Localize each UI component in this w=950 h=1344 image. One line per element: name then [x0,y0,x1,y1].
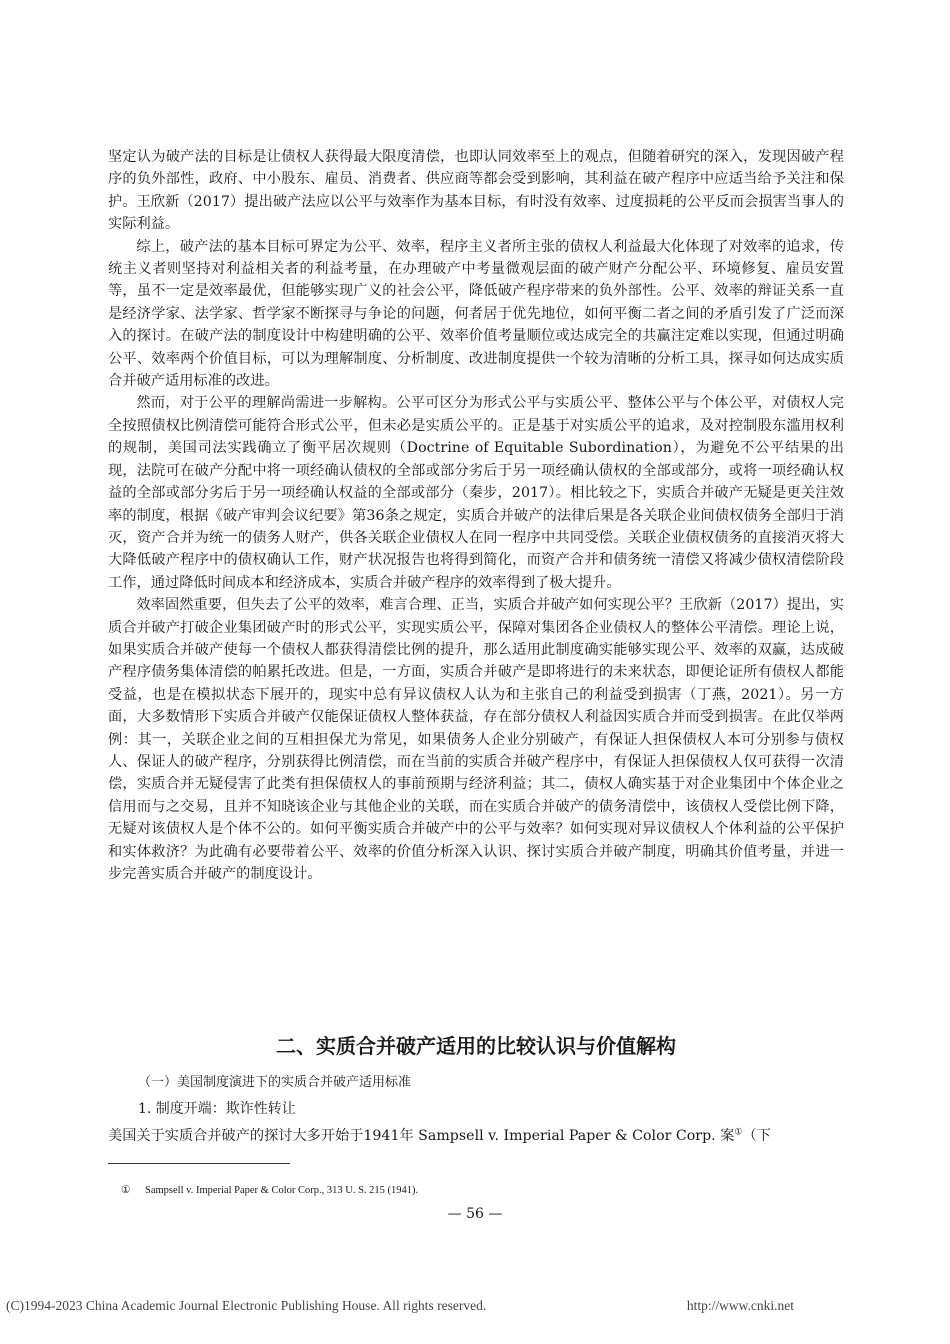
section-heading: 二、实质合并破产适用的比较认识与价值解构 [276,1034,676,1058]
footnote-divider [108,1163,290,1164]
footnote-mark: ① [121,1185,131,1196]
paragraph [108,1125,844,1147]
subsubsection-heading: 1. 制度开端：欺诈性转让 [138,1101,296,1117]
paragraph: 然而，对于公平的理解尚需进一步解构。公平可区分为形式公平与实质公平、整体公平与个体公平，对债权人完全按照债权比例清偿可能符合形式公平，但未必是实质公平的。正是基于对实质公平的追求，及对控制股东滥用权利的规制，美国司法实践确立了衡平居次规则（Doctrine of Equitable Subordination），为避免不公平结果的出现，法院可在破产分配中将一项经确认债权的全部或部分劣后于另一项经确认债权的全部或部分，或将一项经确认权益的全部或部分劣后于另一项经确认权益的全部或部分（秦步，2017）。相比较之下，实质合并破产无疑是更关注效率的制度，根据《破产审判会议纪要》第36条之规定，实质合并破产的法律后果是各关联企业间债权债务全部归于消灭，资产合并为统一的债务人财产，供各关联企业债权人在同一程序中共同受偿。关联企业债权债务的直接消灭将大大降低破产程序中的债权确认工作，财产状况报告也将得到简化，而资产合并和债务统一清偿又将减少债权清偿阶段工作，通过降低时间成本和经济成本，实质合并破产程序的效率得到了极大提升。 [108,395,844,591]
footnote-text: Sampsell v. Imperial Paper & Color Corp., 313 U. S. 215 (1941). [145,1185,419,1196]
paragraph: 综上，破产法的基本目标可界定为公平、效率，程序主义者所主张的债权人利益最大化体现了对效率的追求，传统主义者则坚持对利益相关者的利益考量，在办理破产中考量微观层面的破产财产分配公平、环境修复、雇员安置等，虽不一定是效率最优，但能够实现广义的社会公平，降低破产程序带来的负外部性。公平、效率的辩证关系一直是经济学家、法学家、哲学家不断探寻与争论的问题，何者居于优先地位，如何平衡二者之间的矛盾引发了广泛而深入的探讨。在破产法的制度设计中构建明确的公平、效率价值考量顺位或达成完全的共赢注定难以实现，但通过明确公平、效率两个价值目标，可以为理解制度、分析制度、改进制度提供一个较为清晰的分析工具，探寻如何达成实质合并破产适用标准的改进。 [108,238,844,390]
paragraph: 效率固然重要，但失去了公平的效率，难言合理、正当，实质合并破产如何实现公平？王欣新（2017）提出，实质合并破产打破企业集团破产时的形式公平，实现实质公平，保障对集团各企业债权人的整体公平清偿。理论上说，如果实质合并破产使每一个债权人都获得清偿比例的提升，那么适用此制度确实能够实现公平、效率的双赢，达成破产程序债务集体清偿的帕累托改进。但是，一方面，实质合并破产是即将进行的未来状态，即便论证所有债权人都能受益，也是在模拟状态下展开的，现实中总有异议债权人认为和主张自己的利益受到损害（丁燕，2021）。另一方面，大多数情形下实质合并破产仅能保证债权人整体获益，存在部分债权人利益因实质合并而受到损害。在此仅举两例：其一，关联企业之间的互相担保尤为常见，如果债务人企业分别破产，有保证人担保债权人本可分别参与债权人、保证人的破产程序，分别获得比例清偿，而在当前的实质合并破产程序中，有保证人担保债权人仅可获得一次清偿，实质合并无疑侵害了此类有担保债权人的事前预期与经济利益；其二，债权人确实基于对企业集团中个体企业之信用而与之交易，且并不知晓该企业与其他企业的关联，而在实质合并破产的债务清偿中，该债权人受偿比例下降，无疑对该债权人是个体不公的。如何平衡实质合并破产中的公平与效率？如何实现对异议债权人个体利益的公平保护和实体救济？为此确有必要带着公平、效率的价值分析深入认识、探讨实质合并破产制度，明确其价值考量，并进一步完善实质合并破产的制度设计。 [108,597,844,882]
cnki-link[interactable]: http://www.cnki.net [686,1298,794,1313]
footnote-ref[interactable]: ① [734,1127,743,1138]
paragraph-text-tail: （下 [742,1128,771,1144]
paragraph-text: 美国关于实质合并破产的探讨大多开始于1941年 Sampsell v. Imperial Paper & Color Corp. 案 [108,1128,735,1144]
subsection-heading: （一）美国制度演进下的实质合并破产适用标准 [138,1075,412,1090]
copyright-text: (C)1994-2023 China Academic Journal Electronic Publishing House. All rights reserved. [6,1298,487,1313]
body-text [108,146,844,885]
page-number: — 56 — [447,1206,503,1222]
paragraph: 坚定认为破产法的目标是让债权人获得最大限度清偿，也即认同效率至上的观点，但随着研究的深入，发现因破产程序的负外部性，政府、中小股东、雇员、消费者、供应商等都会受到影响，其利益在破产程序中应适当给予关注和保护。王欣新（2017）提出破产法应以公平与效率作为基本目标，有时没有效率、过度损耗的公平反而会损害当事人的实际利益。 [108,149,844,233]
footnote [121,1184,419,1198]
